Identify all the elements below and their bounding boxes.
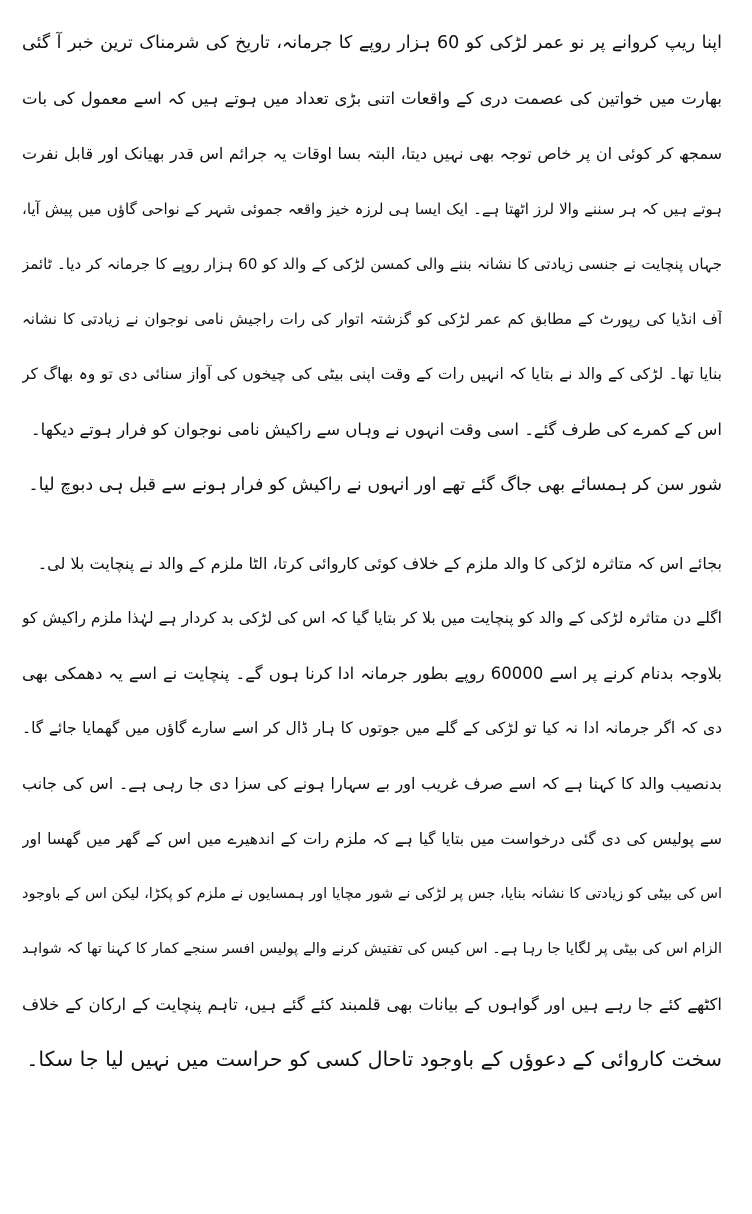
text-line: اکٹھے کئے جا رہے ہیں اور گواہوں کے بیانات بھی قلمبند کئے گئے ہیں، تاہم پنچایت کے ارکان کے خلاف [22,995,722,1015]
text-line: ہوتے ہیں کہ ہر سننے والا لرز اٹھتا ہے۔ ایک ایسا ہی لرزہ خیز واقعہ جموئی شہر کے نواحی گاؤں میں پیش آیا، [22,199,722,218]
article-body [22,16,722,1088]
text-line: الزام اس کی بیٹی پر لگایا جا رہا ہے۔ اس کیس کی تفتیش کرنے والے پولیس افسر سنجے کمار کا کہنا تھا کہ شواہد [22,941,722,957]
paragraph-gap [22,513,722,536]
paragraph-1 [22,16,722,513]
text-line: بلاوجہ بدنام کرنے پر اسے 60000 روپے بطور جرمانہ ادا کرنا ہوں گے۔ پنچایت نے اسے یہ دھمکی بھی [22,664,722,684]
text-line: دی کہ اگر جرمانہ ادا نہ کیا تو لڑکی کے گلے میں جوتوں کا ہار ڈال کر اسے سارے گاؤں میں گھمایا جائے گا۔ [22,719,722,738]
text-line: اس کی بیٹی کو زیادتی کا نشانہ بنایا، جس پر لڑکی نے شور مچایا اور ہمسایوں نے ملزم کو پکڑا، لیکن اس کے باوجود [22,885,722,902]
text-line: جہاں پنچایت نے جنسی زیادتی کا نشانہ بننے والی کمسن لڑکی کے والد کو 60 ہزار روپے کا جرمانہ کر دیا۔ ٹائمز [22,254,722,273]
text-line: سمجھ کر کوئی ان پر خاص توجہ بھی نہیں دیتا، البتہ بسا اوقات یہ جرائم اس قدر بھیانک اور قابل نفرت [22,144,722,164]
text-line: آف انڈیا کی رپورٹ کے مطابق کم عمر لڑکی کو گزشتہ اتوار کی رات راجیش نامی نوجوان نے زیادتی کا نشانہ [22,309,722,328]
paragraph-2 [22,536,722,1088]
text-line: اگلے دن متاثرہ لڑکی کے والد کو پنچایت میں بلا کر بتایا گیا کہ اس کی لڑکی بد کردار ہے لہٰذا ملزم راکیش کو [22,608,722,627]
text-line: بدنصیب والد کا کہنا ہے کہ اسے صرف غریب اور بے سہارا ہونے کی سزا دی جا رہی ہے۔ اس کی جانب [22,774,722,794]
headline-line: اپنا ریپ کروانے پر نو عمر لڑکی کو 60 ہزار روپے کا جرمانہ، تاریخ کی شرمناک ترین خبر آ گئی [22,33,722,53]
text-line: بجائے اس کہ متاثرہ لڑکی کا والد ملزم کے خلاف کوئی کاروائی کرتا، الٹا ملزم کے والد نے پنچایت بلا لی۔ [37,553,722,573]
text-line: سے پولیس کی دی گئی درخواست میں بتایا گیا ہے کہ ملزم رات کے اندھیرے میں اس کے گھر میں گھسا اور [22,829,722,848]
text-line: بنایا تھا۔ لڑکی کے والد نے بتایا کہ انہیں رات کے وقت اپنی بیٹی کی چیخوں کی آواز سنائی دی تو وہ بھاگ کر [22,365,722,384]
text-line: بھارت میں خواتین کی عصمت دری کے واقعات اتنی بڑی تعداد میں ہوتے ہیں کہ اسے معمول کی بات [22,89,722,109]
text-line: شور سن کر ہمسائے بھی جاگ گئے تھے اور انہوں نے راکیش کو فرار ہونے سے قبل ہی دبوچ لیا۔ [28,474,722,495]
text-line: اس کے کمرے کی طرف گئے۔ اسی وقت انہوں نے وہاں سے راکیش نامی نوجوان کو فرار ہوتے دیکھا۔ [30,420,722,440]
text-line: سخت کاروائی کے دعوؤں کے باوجود تاحال کسی کو حراست میں نہیں لیا جا سکا۔ [26,1047,722,1072]
